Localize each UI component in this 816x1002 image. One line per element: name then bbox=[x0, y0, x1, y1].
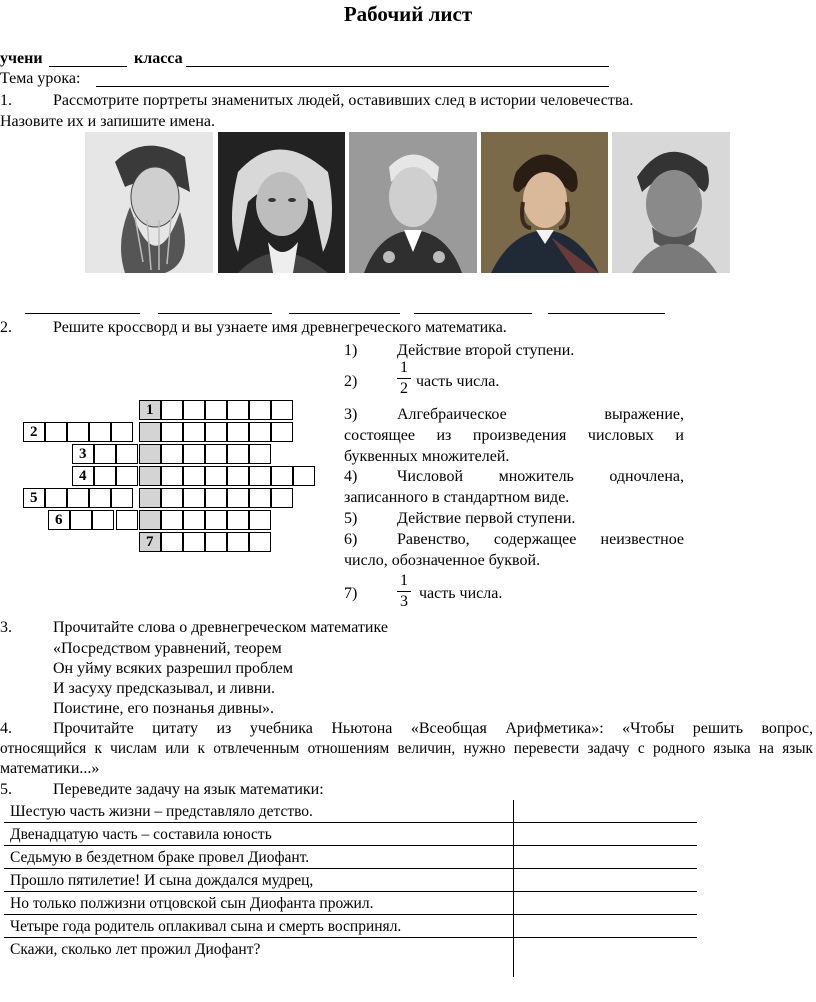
crossword-cell[interactable] bbox=[111, 422, 133, 442]
definition-5 bbox=[344, 508, 684, 529]
task2-number: 2. bbox=[0, 319, 12, 336]
crossword-cell[interactable] bbox=[45, 422, 67, 442]
crossword-cell[interactable] bbox=[89, 422, 111, 442]
portrait-pushkin bbox=[481, 132, 608, 273]
class-line[interactable] bbox=[186, 66, 609, 67]
portrait-suvorov bbox=[349, 132, 477, 273]
crossword-cell[interactable] bbox=[227, 466, 249, 486]
poem-line: Он уйму всяких разрешил проблем bbox=[53, 660, 293, 677]
crossword-cell[interactable] bbox=[249, 400, 271, 420]
crossword-cell[interactable] bbox=[227, 488, 249, 508]
fraction-one-half bbox=[397, 360, 411, 397]
table-row bbox=[4, 892, 697, 915]
crossword-cell[interactable] bbox=[183, 510, 205, 530]
crossword-cell[interactable] bbox=[249, 510, 271, 530]
definition-number: 7) bbox=[344, 585, 358, 602]
crossword-cell[interactable] bbox=[161, 444, 183, 464]
crossword-cell[interactable] bbox=[271, 400, 293, 420]
crossword-cell[interactable] bbox=[205, 422, 227, 442]
crossword-cell[interactable] bbox=[205, 466, 227, 486]
table-row bbox=[4, 938, 697, 960]
definition-text: состоящее из произведения числовых и bbox=[344, 427, 684, 444]
definition-text: часть числа. bbox=[419, 585, 503, 602]
crossword-number: 4 bbox=[79, 468, 87, 484]
definition-number: 3) bbox=[344, 406, 358, 423]
crossword-cell[interactable] bbox=[139, 510, 161, 530]
crossword-cell[interactable] bbox=[205, 510, 227, 530]
crossword-cell[interactable] bbox=[183, 532, 205, 552]
crossword-number: 1 bbox=[146, 402, 154, 418]
poem-line: «Посредством уравнений, теорем bbox=[53, 640, 282, 657]
definition-number: 6) bbox=[344, 531, 358, 548]
task4-line3: математики...» bbox=[0, 760, 100, 777]
definition-3 bbox=[344, 404, 684, 467]
table-row-text: Седьмую в бездетном браке провел Диофант. bbox=[10, 849, 310, 866]
crossword-cell[interactable] bbox=[94, 444, 116, 464]
task4-line1 bbox=[53, 721, 813, 737]
definition-text: записанного в стандартном виде. bbox=[344, 489, 570, 506]
crossword-cell[interactable] bbox=[161, 532, 183, 552]
crossword-cell[interactable] bbox=[139, 422, 161, 442]
crossword-number: 2 bbox=[30, 424, 38, 440]
crossword-cell[interactable] bbox=[161, 488, 183, 508]
fraction-numerator: 1 bbox=[400, 359, 408, 376]
crossword-cell[interactable] bbox=[116, 466, 138, 486]
crossword-cell[interactable] bbox=[205, 488, 227, 508]
crossword-number: 7 bbox=[146, 534, 154, 550]
crossword-cell[interactable] bbox=[183, 444, 205, 464]
crossword-cell[interactable] bbox=[205, 444, 227, 464]
fraction-one-third bbox=[397, 573, 411, 610]
crossword-cell[interactable] bbox=[67, 488, 89, 508]
definition-6 bbox=[344, 529, 684, 571]
definition-number: 4) bbox=[344, 468, 358, 485]
crossword-cell[interactable] bbox=[139, 466, 161, 486]
crossword-cell[interactable] bbox=[293, 466, 315, 486]
definition-text: Алгебраическое bbox=[397, 406, 507, 423]
definition-text: выражение, bbox=[604, 406, 684, 423]
table-row bbox=[4, 869, 697, 892]
table-row-text: Двенадцатую часть – составила юность bbox=[10, 826, 272, 843]
class-label: класса bbox=[134, 50, 183, 67]
crossword-cell[interactable] bbox=[92, 510, 114, 530]
definition-number: 2) bbox=[344, 373, 358, 390]
crossword-cell[interactable] bbox=[161, 466, 183, 486]
name-line-4[interactable] bbox=[414, 313, 532, 314]
fraction-numerator: 1 bbox=[400, 572, 408, 589]
crossword-cell[interactable] bbox=[227, 510, 249, 530]
crossword-cell[interactable] bbox=[227, 444, 249, 464]
page-title: Рабочий лист bbox=[343, 2, 473, 26]
crossword-cell[interactable] bbox=[249, 488, 271, 508]
task1-line1: Рассмотрите портреты знаменитых людей, оставивших след в истории человечества. bbox=[53, 92, 634, 109]
definition-text: Действие второй ступени. bbox=[397, 342, 575, 359]
crossword-number: 3 bbox=[79, 446, 87, 462]
definition-4 bbox=[344, 466, 684, 508]
topic-line[interactable] bbox=[96, 86, 609, 87]
name-line-1[interactable] bbox=[25, 313, 140, 314]
table-row-text: Но только полжизни отцовской сын Диофанта прожил. bbox=[10, 895, 374, 912]
definition-text: число, обозначенное буквой. bbox=[344, 552, 541, 569]
table-row-text: Прошло пятилетие! И сына дождался мудрец, bbox=[10, 872, 314, 889]
crossword-cell[interactable] bbox=[70, 510, 92, 530]
definition-text: часть числа. bbox=[416, 373, 500, 390]
portrait-newton bbox=[218, 132, 345, 273]
task1-number: 1. bbox=[0, 92, 12, 109]
table-row-text: Шестую часть жизни – представляло детство. bbox=[10, 803, 313, 820]
crossword-cell[interactable] bbox=[227, 532, 249, 552]
crossword-cell[interactable] bbox=[249, 466, 271, 486]
crossword-cell[interactable] bbox=[67, 422, 89, 442]
name-line-2[interactable] bbox=[158, 313, 272, 314]
task4-line2 bbox=[0, 741, 813, 756]
table-row-text: Четыре года родитель оплакивал сына и смерть воспринял. bbox=[10, 918, 402, 935]
table-column-divider bbox=[513, 800, 514, 977]
poem-line: Поистине, его познанья дивны». bbox=[53, 700, 275, 717]
crossword-cell[interactable] bbox=[89, 488, 111, 508]
table-row bbox=[4, 846, 697, 869]
definition-number: 1) bbox=[344, 342, 358, 359]
definition-text: Числовой множитель одночлена, bbox=[397, 468, 684, 485]
definition-7 bbox=[344, 583, 684, 604]
definition-text: Равенство, содержащее неизвестное bbox=[397, 531, 684, 548]
crossword-cell[interactable] bbox=[205, 400, 227, 420]
crossword-cell[interactable] bbox=[116, 510, 138, 530]
portrait-ancient-bust bbox=[612, 132, 730, 273]
crossword-number: 6 bbox=[55, 512, 63, 528]
crossword-cell[interactable] bbox=[183, 422, 205, 442]
crossword-cell[interactable] bbox=[249, 532, 271, 552]
topic-label: Тема урока: bbox=[0, 70, 81, 87]
definition-text: буквенных множителей. bbox=[344, 448, 510, 465]
poem-line: И засуху предсказывал, и ливни. bbox=[53, 680, 276, 697]
table-row-text: Скажи, сколько лет прожил Диофант? bbox=[10, 941, 261, 958]
crossword-cell[interactable] bbox=[161, 422, 183, 442]
table-row bbox=[4, 800, 697, 823]
table-row bbox=[4, 915, 697, 938]
task3-text: Прочитайте слова о древнегреческом математике bbox=[53, 619, 388, 636]
crossword-cell[interactable] bbox=[183, 466, 205, 486]
task3-number: 3. bbox=[0, 619, 12, 636]
crossword-cell[interactable] bbox=[205, 532, 227, 552]
crossword-cell[interactable] bbox=[116, 444, 138, 464]
crossword-cell[interactable] bbox=[139, 444, 161, 464]
task2-text: Решите кроссворд и вы узнаете имя древнегреческого математика. bbox=[53, 319, 507, 336]
crossword-cell[interactable] bbox=[249, 422, 271, 442]
crossword-cell[interactable] bbox=[161, 510, 183, 530]
crossword-cell[interactable] bbox=[45, 488, 67, 508]
crossword-cell[interactable] bbox=[271, 422, 293, 442]
student-label: учени bbox=[0, 50, 43, 67]
definition-number: 5) bbox=[344, 510, 358, 527]
definition-2 bbox=[344, 371, 684, 392]
crossword-cell[interactable] bbox=[111, 488, 133, 508]
task5-number: 5. bbox=[0, 781, 12, 798]
fraction-denominator: 2 bbox=[400, 380, 408, 397]
task5-text: Переведите задачу на язык математики: bbox=[53, 781, 324, 798]
crossword-cell[interactable] bbox=[271, 488, 293, 508]
crossword-cell[interactable] bbox=[249, 444, 271, 464]
table-row bbox=[4, 823, 697, 846]
fraction-denominator: 3 bbox=[400, 593, 408, 610]
crossword-cell[interactable] bbox=[161, 400, 183, 420]
crossword-cell[interactable] bbox=[94, 466, 116, 486]
portrait-bearded-scholar bbox=[85, 132, 213, 273]
crossword-number: 5 bbox=[30, 490, 38, 506]
definition-text: Действие первой ступени. bbox=[397, 510, 576, 527]
task4-line2-text: относящийся к числам или к отвлеченным отношениям величин, нужно перевести задачу с родного языка на язык bbox=[0, 740, 813, 757]
crossword-cell[interactable] bbox=[183, 488, 205, 508]
crossword-cell[interactable] bbox=[227, 400, 249, 420]
student-name-line[interactable] bbox=[49, 66, 127, 67]
name-line-3[interactable] bbox=[289, 313, 400, 314]
crossword-cell[interactable] bbox=[183, 400, 205, 420]
crossword-cell[interactable] bbox=[139, 488, 161, 508]
definition-1 bbox=[344, 340, 684, 361]
task4-line1-text: Прочитайте цитату из учебника Ньютона «Всеобщая Арифметика»: «Чтобы решить вопрос, bbox=[53, 720, 813, 737]
task1-line2: Назовите их и запишите имена. bbox=[0, 113, 215, 130]
name-line-5[interactable] bbox=[548, 313, 665, 314]
task4-number: 4. bbox=[0, 720, 12, 737]
crossword-cell[interactable] bbox=[227, 422, 249, 442]
crossword-cell[interactable] bbox=[271, 466, 293, 486]
